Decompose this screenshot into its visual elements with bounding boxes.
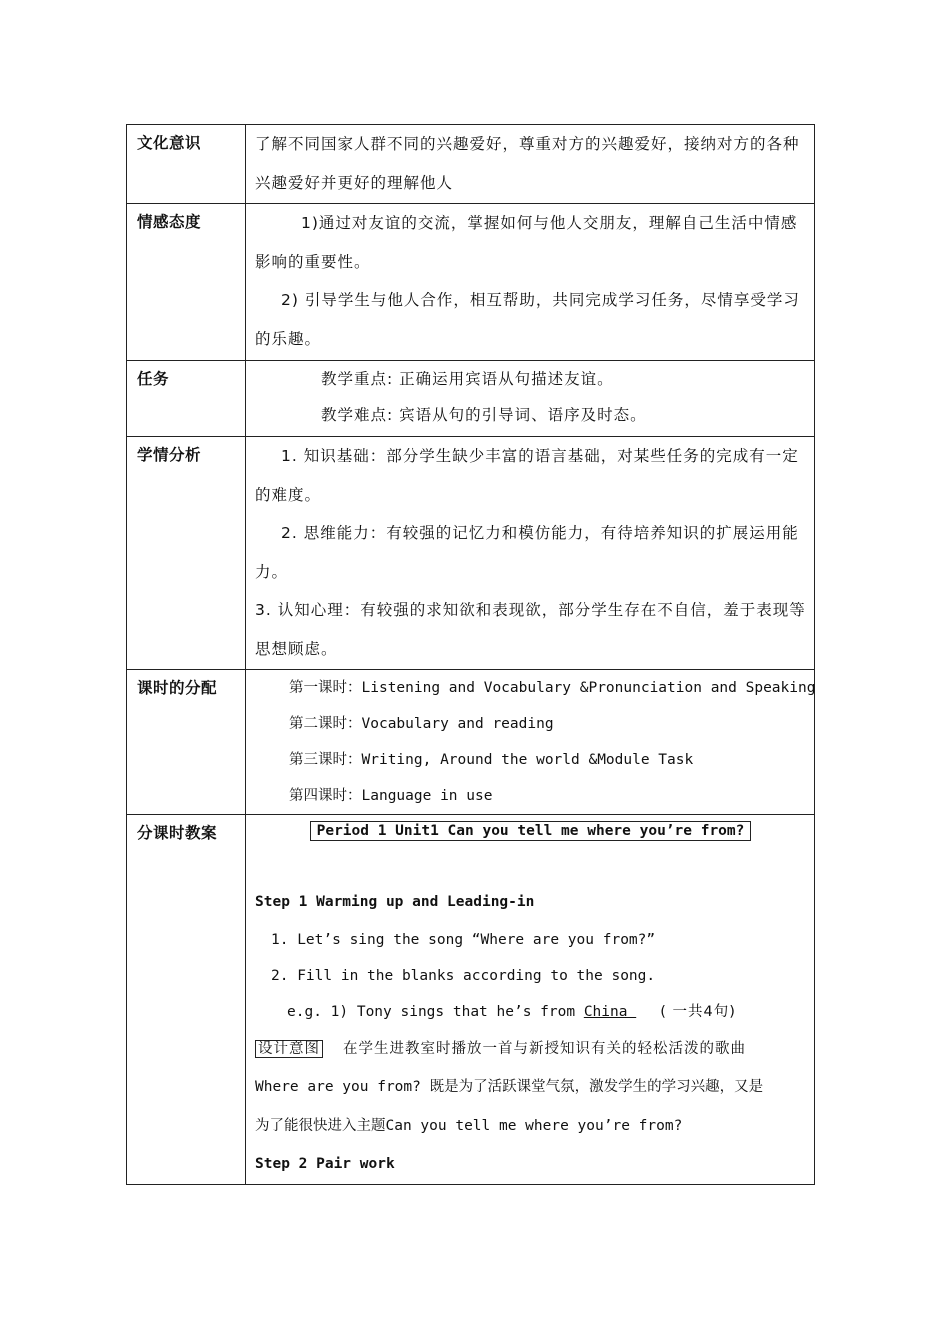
row-content: [246, 125, 815, 204]
row-label: 分课时教案: [127, 815, 246, 1185]
design-label: 设计意图: [255, 1040, 323, 1058]
period-title: Period 1 Unit1 Can you tell me where you’re from?: [310, 821, 752, 841]
row-label: 文化意识: [127, 125, 246, 204]
design-text: 在学生进教室时播放一首与新授知识有关的轻松活泼的歌曲: [343, 1040, 746, 1057]
row-task: [127, 361, 815, 437]
design-text: Where are you from? 既是为了活跃课堂气氛，激发学生的学习兴趣，又是: [255, 1079, 764, 1095]
text-line: 1)通过对友谊的交流，掌握如何与他人交朋友，理解自己生活中情感: [301, 214, 798, 232]
row-content: [246, 361, 815, 437]
row-analysis: [127, 437, 815, 670]
row-content: [246, 670, 815, 815]
row-label: 任务: [127, 361, 246, 437]
text-line: 2) 引导学生与他人合作，相互帮助，共同完成学习任务，尽情享受学习: [281, 291, 800, 309]
text-line: 1. 知识基础：部分学生缺少丰富的语言基础，对某些任务的完成有一定: [281, 447, 799, 465]
text-line: 的乐趣。: [255, 329, 322, 348]
text-line: 3. 认知心理：有较强的求知欲和表现欲，部分学生存在不自信，羞于表现等: [255, 601, 806, 619]
text-line: 教学难点: 宾语从句的引导词、语序及时态。: [321, 406, 647, 424]
text-line: 教学重点: 正确运用宾语从句描述友谊。: [321, 370, 614, 388]
row-label: 情感态度: [127, 204, 246, 361]
list-item: 1. Let’s sing the song “Where are you from?”: [271, 931, 656, 948]
text-line: 第二课时：Vocabulary and reading: [289, 716, 554, 732]
row-content: [246, 437, 815, 670]
list-item: 2. Fill in the blanks according to the song.: [271, 967, 656, 984]
row-culture: [127, 125, 815, 204]
row-content: [246, 204, 815, 361]
text-line: 思想顾虑。: [255, 639, 338, 658]
example-answer: China: [583, 1003, 637, 1020]
text-line: 兴趣爱好并更好的理解他人: [255, 173, 454, 192]
text-line: 的难度。: [255, 485, 322, 504]
example-note: ( 一共4句): [660, 1003, 736, 1020]
text-line: 第一课时：Listening and Vocabulary &Pronunciation and Speaking: [289, 680, 816, 696]
row-content: [246, 815, 815, 1185]
example-line: [255, 994, 806, 1030]
step-heading: Step 2 Pair work: [255, 1156, 395, 1172]
text-line: 了解不同国家人群不同的兴趣爱好，尊重对方的兴趣爱好，接纳对方的各种: [255, 135, 800, 153]
design-line: [255, 1030, 806, 1069]
row-lesson: [127, 815, 815, 1185]
row-emotion: [127, 204, 815, 361]
step-heading: Step 1 Warming up and Leading-in: [255, 894, 535, 910]
example-prefix: e.g. 1) Tony sings that he’s from: [287, 1003, 584, 1020]
text-line: 影响的重要性。: [255, 252, 371, 271]
text-line: 力。: [255, 562, 289, 581]
text-line: 第四课时：Language in use: [289, 788, 493, 804]
row-label: 课时的分配: [127, 670, 246, 815]
lesson-plan-table: [126, 124, 815, 1185]
row-label: 学情分析: [127, 437, 246, 670]
text-line: 2. 思维能力：有较强的记忆力和模仿能力，有待培养知识的扩展运用能: [281, 524, 799, 542]
row-schedule: [127, 670, 815, 815]
design-text: 为了能很快进入主题Can you tell me where you’re from?: [255, 1117, 683, 1134]
text-line: 第三课时：Writing, Around the world &Module Task: [289, 752, 694, 768]
